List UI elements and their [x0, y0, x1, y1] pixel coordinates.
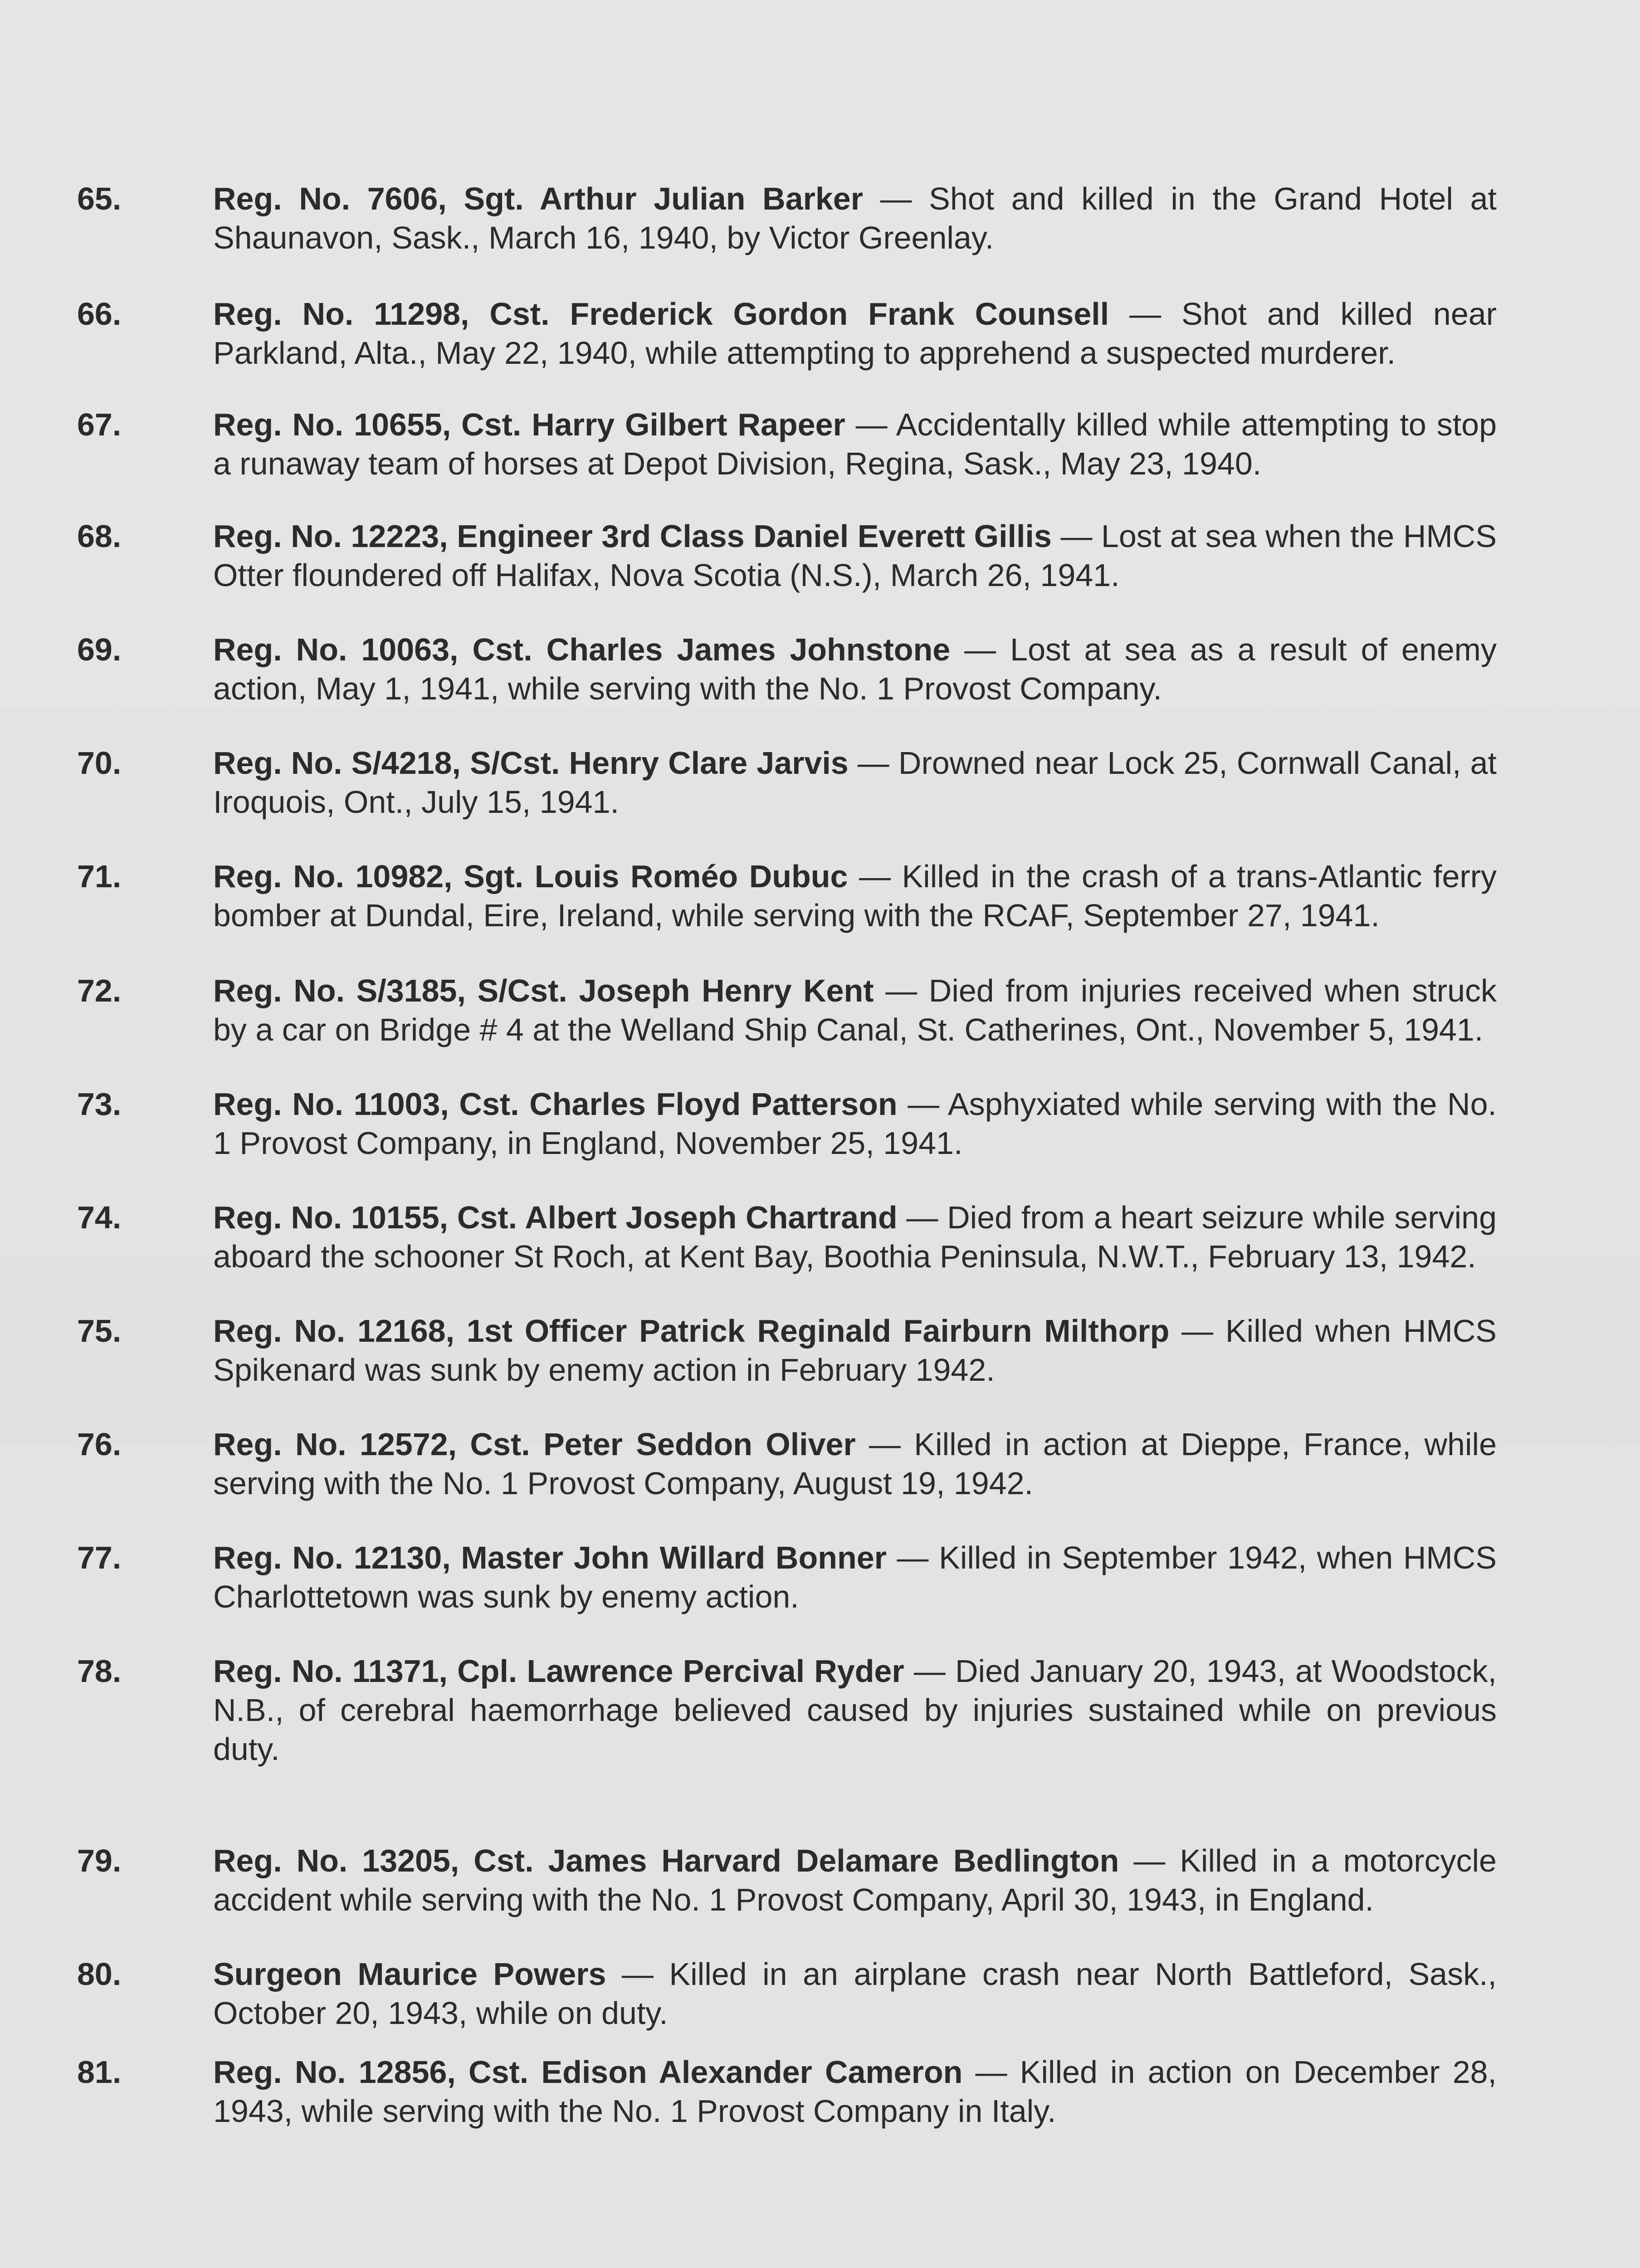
entry-number: 78. [77, 1653, 122, 1689]
list-item [77, 1198, 1497, 1276]
entry-number: 80. [77, 1956, 122, 1992]
entry-text: — Lost at sea when the HMCS Otter floundered off Halifax, Nova Scotia (N.S.), March 26, 1941. [213, 518, 1497, 593]
entry-text: — Drowned near Lock 25, Cornwall Canal, at Iroquois, Ont., July 15, 1941. [213, 745, 1497, 820]
list-item [77, 1085, 1497, 1163]
entry-heading: Reg. No. 10063, Cst. Charles James Johnstone [213, 632, 951, 667]
entry-number: 73. [77, 1086, 122, 1122]
entry-number: 75. [77, 1313, 122, 1349]
entry-heading: Reg. No. 10155, Cst. Albert Joseph Chartrand [213, 1200, 898, 1235]
entry-number: 79. [77, 1843, 122, 1878]
entry-text: — Shot and killed near Parkland, Alta., May 22, 1940, while attempting to apprehend a suspected murderer. [213, 296, 1497, 371]
list-item [77, 517, 1497, 595]
entry-text: — Killed in a motorcycle accident while serving with the No. 1 Provost Company, April 30, 1943, in England. [213, 1843, 1497, 1917]
list-item [77, 294, 1497, 372]
entry-text: — Killed in an airplane crash near North Battleford, Sask., October 20, 1943, while on duty. [213, 1956, 1497, 2031]
entry-text: — Killed in September 1942, when HMCS Charlottetown was sunk by enemy action. [213, 1540, 1497, 1614]
entry-number: 68. [77, 518, 122, 554]
entry-text: — Killed in the crash of a trans-Atlantic ferry bomber at Dundal, Eire, Ireland, while serving with the RCAF, September 27, 1941. [213, 859, 1497, 933]
entry-text: — Killed when HMCS Spikenard was sunk by enemy action in February 1942. [213, 1313, 1497, 1388]
entry-text: — Killed in action at Dieppe, France, while serving with the No. 1 Provost Company, August 19, 1942. [213, 1427, 1497, 1501]
entry-heading: Reg. No. 13205, Cst. James Harvard Delamare Bedlington [213, 1843, 1119, 1878]
list-item [77, 743, 1497, 821]
entry-number: 65. [77, 181, 122, 216]
entry-heading: Reg. No. 10982, Sgt. Louis Roméo Dubuc [213, 859, 848, 894]
list-item [77, 1538, 1497, 1616]
entry-text: — Asphyxiated while serving with the No. 1 Provost Company, in England, November 25, 1941. [213, 1086, 1497, 1161]
list-item [77, 1425, 1497, 1503]
entry-heading: Reg. No. 12130, Master John Willard Bonner [213, 1540, 887, 1575]
entry-text: — Died January 20, 1943, at Woodstock, N.B., of cerebral haemorrhage believed caused by injuries sustained while on previous duty. [213, 1653, 1497, 1767]
entry-number: 66. [77, 296, 122, 332]
entry-text: — Lost at sea as a result of enemy action, May 1, 1941, while serving with the No. 1 Provost Company. [213, 632, 1497, 706]
entry-heading: Reg. No. 12223, Engineer 3rd Class Daniel Everett Gillis [213, 518, 1052, 554]
entry-text: — Accidentally killed while attempting to stop a runaway team of horses at Depot Division, Regina, Sask., May 23, 1940. [213, 407, 1497, 481]
entry-number: 81. [77, 2054, 122, 2090]
entry-text: — Shot and killed in the Grand Hotel at Shaunavon, Sask., March 16, 1940, by Victor Greenlay. [213, 181, 1497, 255]
entry-number: 76. [77, 1427, 122, 1462]
entry-number: 70. [77, 745, 122, 781]
list-item [77, 971, 1497, 1049]
entry-heading: Reg. No. 7606, Sgt. Arthur Julian Barker [213, 181, 863, 216]
entry-heading: Reg. No. 11003, Cst. Charles Floyd Patterson [213, 1086, 898, 1122]
entry-number: 67. [77, 407, 122, 442]
entry-heading: Reg. No. 12856, Cst. Edison Alexander Cameron [213, 2054, 963, 2090]
list-item [77, 179, 1497, 257]
entry-number: 72. [77, 973, 122, 1008]
list-item [77, 630, 1497, 708]
entry-heading: Reg. No. S/4218, S/Cst. Henry Clare Jarvis [213, 745, 849, 781]
entry-text: — Died from injuries received when struck by a car on Bridge # 4 at the Welland Ship Canal, St. Catherines, Ont., November 5, 1941. [213, 973, 1497, 1047]
list-item [77, 857, 1497, 935]
entry-heading: Reg. No. 10655, Cst. Harry Gilbert Rapeer [213, 407, 845, 442]
entry-heading: Reg. No. S/3185, S/Cst. Joseph Henry Kent [213, 973, 874, 1008]
list-item [77, 405, 1497, 483]
list-item [77, 1652, 1497, 1769]
list-item [77, 1311, 1497, 1389]
entry-heading: Reg. No. 11371, Cpl. Lawrence Percival Ryder [213, 1653, 904, 1689]
entry-heading: Reg. No. 11298, Cst. Frederick Gordon Frank Counsell [213, 296, 1109, 332]
list-item [77, 2053, 1497, 2131]
entry-text: — Died from a heart seizure while serving aboard the schooner St Roch, at Kent Bay, Boothia Peninsula, N.W.T., February 13, 1942. [213, 1200, 1497, 1274]
entry-number: 77. [77, 1540, 122, 1575]
list-item [77, 1841, 1497, 1919]
entry-heading: Reg. No. 12168, 1st Officer Patrick Reginald Fairburn Milthorp [213, 1313, 1170, 1349]
entry-number: 71. [77, 859, 122, 894]
entry-heading: Surgeon Maurice Powers [213, 1956, 606, 1992]
entry-number: 74. [77, 1200, 122, 1235]
honour-roll-list [77, 179, 1497, 2131]
list-item [77, 1955, 1497, 2033]
entry-heading: Reg. No. 12572, Cst. Peter Seddon Oliver [213, 1427, 856, 1462]
entry-number: 69. [77, 632, 122, 667]
entry-text: — Killed in action on December 28, 1943, while serving with the No. 1 Provost Company in Italy. [213, 2054, 1497, 2129]
